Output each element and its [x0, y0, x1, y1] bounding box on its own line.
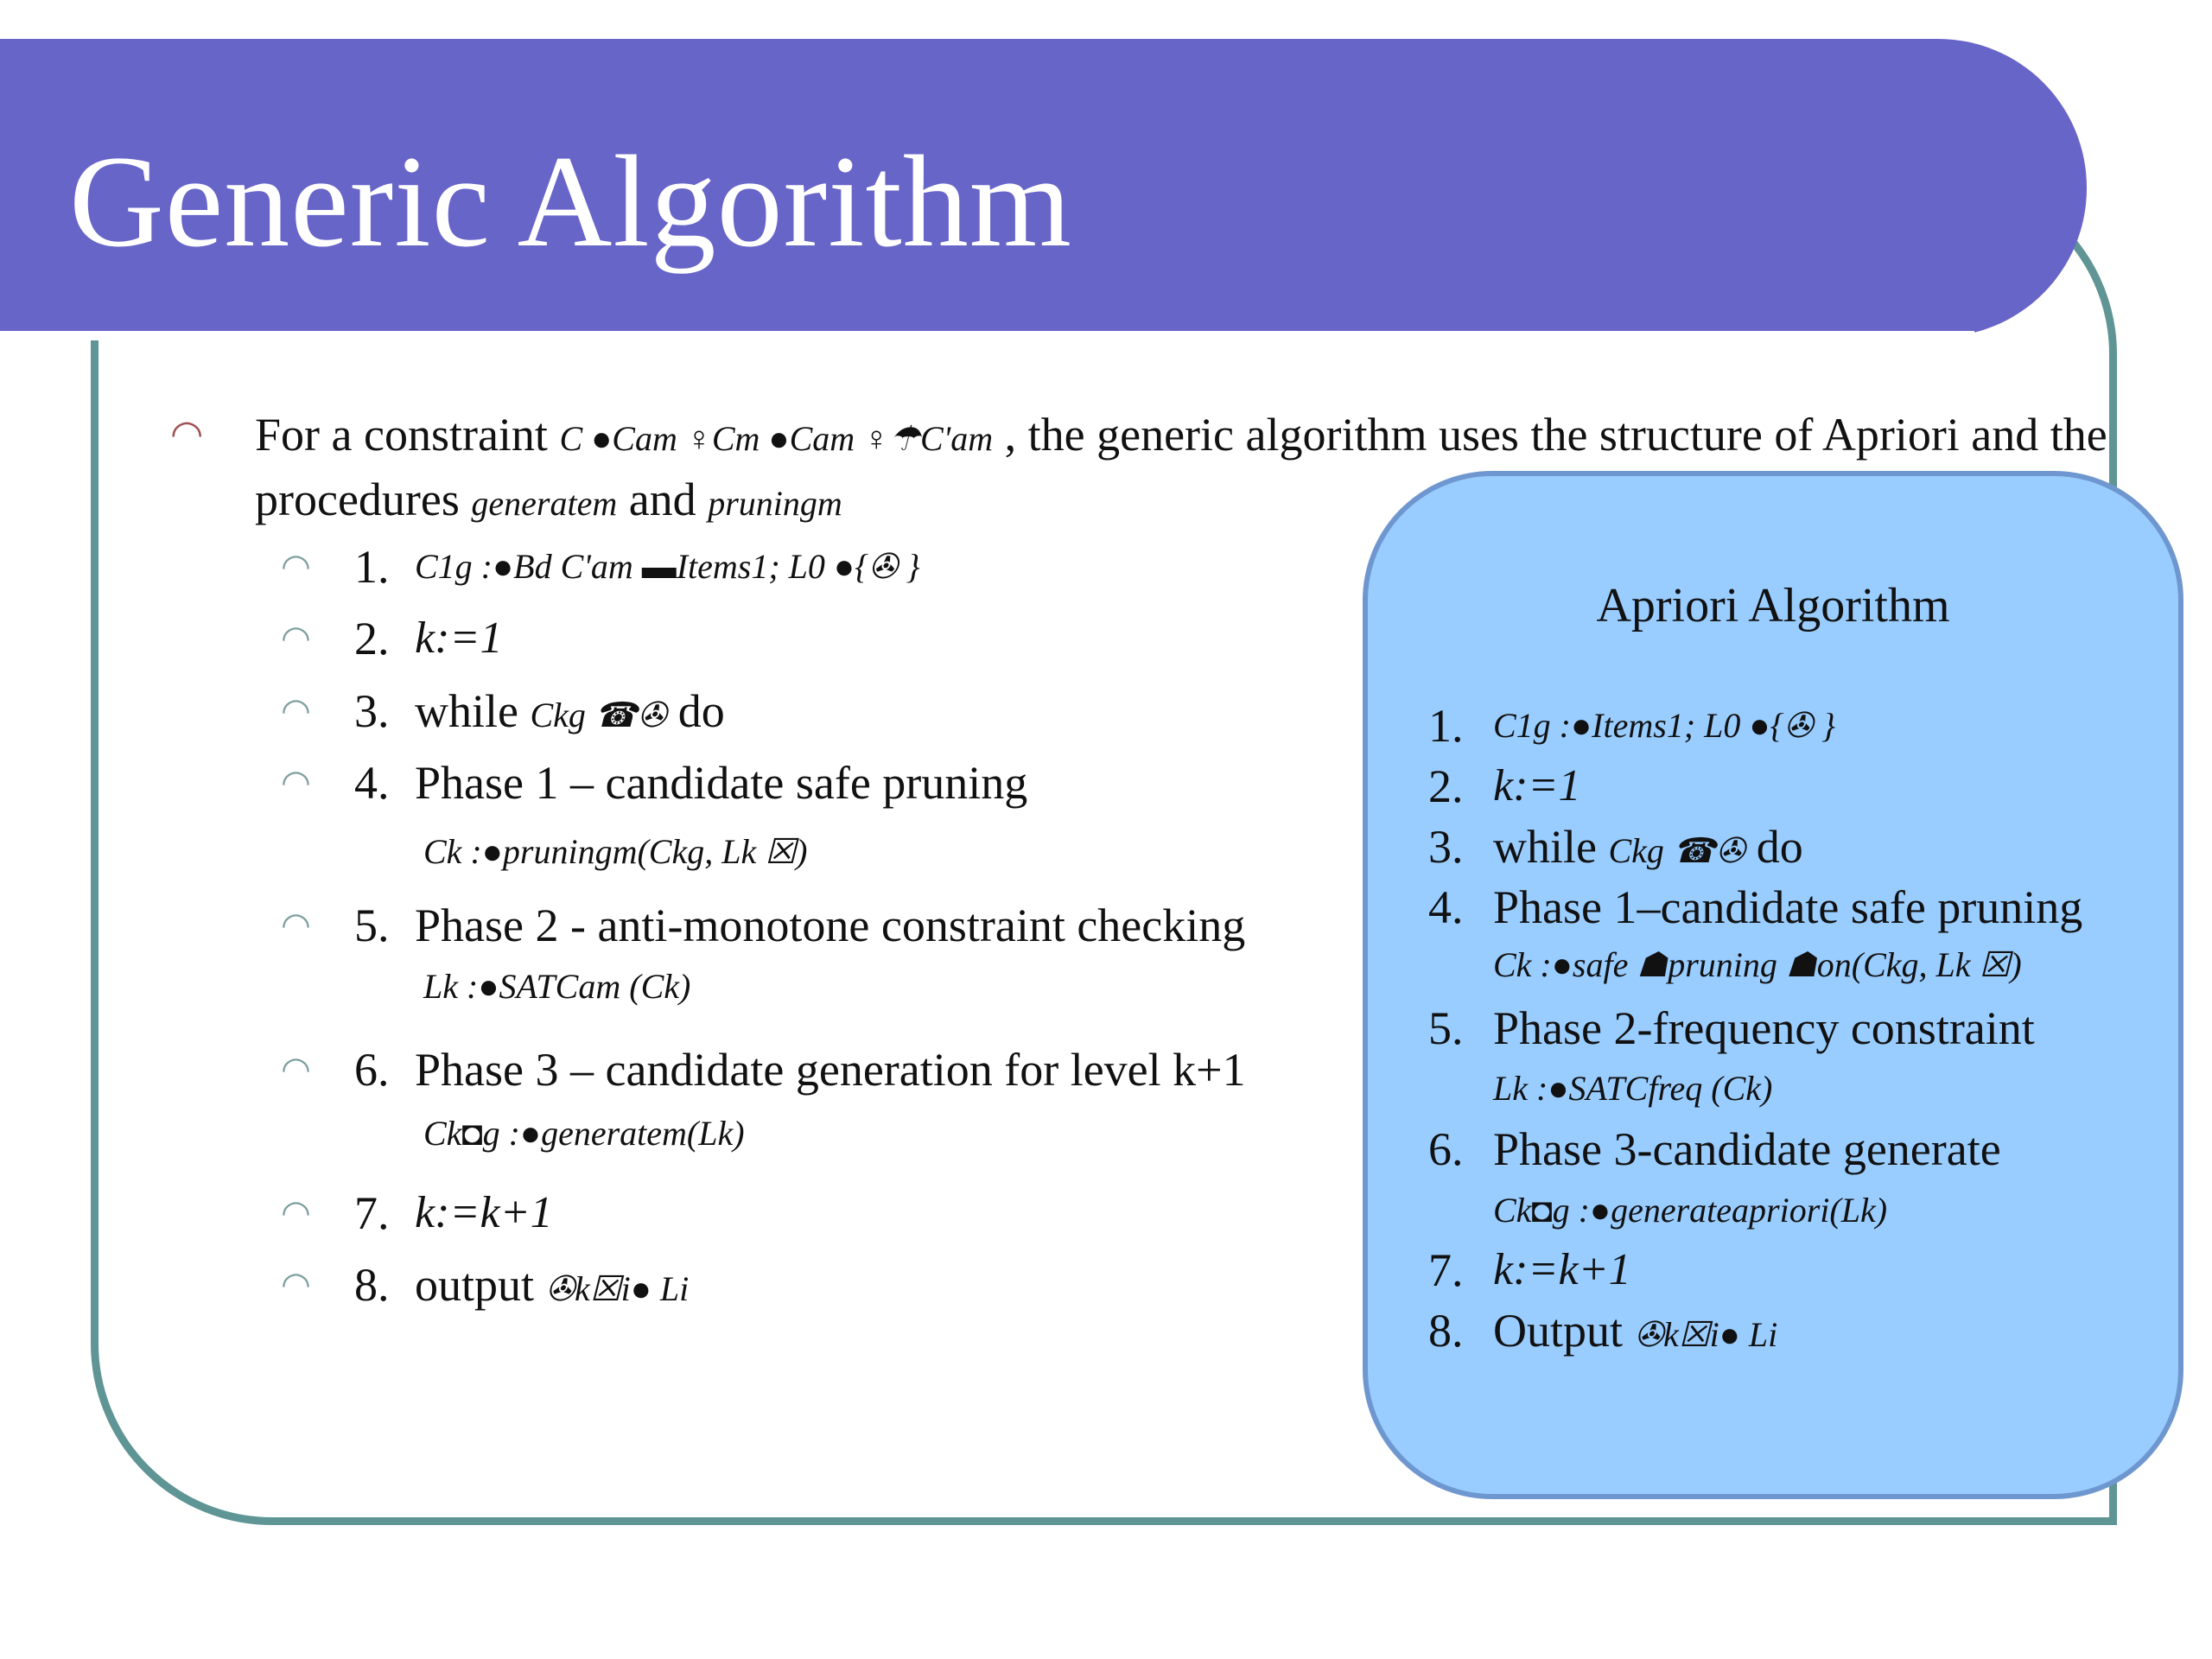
- apriori-step-6-formula: Ck◘g :●generateapriori(Lk): [1493, 1191, 1888, 1230]
- step-4-formula: Ck :●pruningm(Ckg, Lk ☒): [423, 832, 808, 871]
- step-bullet-icon: ◠: [281, 1193, 311, 1232]
- step-bullet-icon: ◠: [281, 619, 311, 658]
- step-bullet-icon: ◠: [281, 906, 311, 944]
- step-after: do: [1756, 821, 1803, 873]
- bullet-icon: ◠: [170, 413, 204, 455]
- slide-title: Generic Algorithm: [69, 129, 1072, 274]
- step-label: Phase 3-candidate generate: [1493, 1123, 2001, 1175]
- step-number: 1.: [1428, 700, 1464, 752]
- step-number: 6.: [1428, 1123, 1464, 1175]
- apriori-step-5-formula: Lk :●SATCfreq (Ck): [1493, 1069, 1773, 1108]
- step-label: Phase 1–candidate safe pruning: [1493, 881, 2083, 933]
- step-bullet-icon: ◠: [281, 763, 311, 802]
- step-label: Phase 2 - anti-monotone constraint checking: [415, 899, 1246, 951]
- step-6-formula: Ck◘g :●generatem(Lk): [423, 1114, 745, 1153]
- step-label: Phase 3 – candidate generation for level k+1: [415, 1044, 1246, 1096]
- step-number: 3.: [354, 685, 390, 737]
- step-number: 7.: [1428, 1244, 1464, 1296]
- lead-math-pruning: pruningm: [708, 484, 842, 523]
- step-text: [1493, 1304, 1777, 1362]
- step-number: 5.: [1428, 1002, 1464, 1054]
- step-math: ✇k☒i● Li: [1634, 1315, 1778, 1354]
- step-bullet-icon: ◠: [281, 691, 311, 730]
- apriori-title: Apriori Algorithm: [1596, 579, 1950, 632]
- step-number: 7.: [354, 1187, 390, 1239]
- step-number: 4.: [1428, 881, 1464, 933]
- step-math: C1g :●Bd C'am ▬Items1; L0 ●{✇ }: [415, 547, 920, 586]
- step-math: ✇k☒i● Li: [545, 1269, 690, 1308]
- step-bullet-icon: ◠: [281, 547, 311, 586]
- step-math: Ckg ☎✇: [1608, 831, 1745, 870]
- step-number: 8.: [1428, 1305, 1464, 1357]
- step-number: 2.: [1428, 760, 1464, 812]
- step-number: 4.: [354, 757, 390, 809]
- step-math: k:=1: [1493, 761, 1581, 810]
- step-math: k:=k+1: [1493, 1245, 1631, 1294]
- step-5-formula: Lk :●SATCam (Ck): [423, 967, 691, 1006]
- step-math: k:=1: [415, 613, 503, 663]
- lead-math-generate: generatem: [471, 484, 618, 523]
- step-text: [415, 684, 725, 742]
- step-math: k:=k+1: [415, 1188, 553, 1237]
- title-bar: [0, 39, 2087, 337]
- step-label: Phase 2-frequency constraint: [1493, 1002, 2035, 1054]
- step-number: 2.: [354, 613, 390, 664]
- step-math: C1g :●Items1; L0 ●{✇ }: [1493, 706, 1836, 745]
- lead-part1: For a constraint: [255, 409, 548, 461]
- step-number: 8.: [354, 1259, 390, 1311]
- lead-part3: and: [628, 474, 696, 525]
- apriori-step-4-formula: Ck :●safe ☗pruning ☗on(Ckg, Lk ☒): [1493, 945, 2022, 984]
- step-label: Phase 1 – candidate safe pruning: [415, 757, 1028, 809]
- step-bullet-icon: ◠: [281, 1265, 311, 1304]
- step-number: 3.: [1428, 821, 1464, 873]
- step-number: 1.: [354, 541, 390, 593]
- step-label: Output: [1493, 1305, 1624, 1357]
- step-text: [1493, 820, 1803, 878]
- step-label: while: [1493, 821, 1597, 873]
- step-number: 6.: [354, 1044, 390, 1096]
- title-underline: [0, 331, 1974, 340]
- step-label: output: [415, 1259, 535, 1311]
- step-label: while: [415, 685, 518, 737]
- step-after: do: [677, 685, 725, 737]
- step-text: [415, 1258, 689, 1316]
- step-math: Ckg ☎✇: [530, 696, 667, 734]
- step-bullet-icon: ◠: [281, 1050, 311, 1089]
- lead-part2: , the generic algorithm uses the structure of Apriori and the procedures: [255, 409, 2107, 525]
- apriori-box: [1363, 471, 2183, 1499]
- step-number: 5.: [354, 899, 390, 951]
- lead-math-constraint: C ●Cam ♀Cm ●Cam ♀☂C'am: [559, 419, 994, 458]
